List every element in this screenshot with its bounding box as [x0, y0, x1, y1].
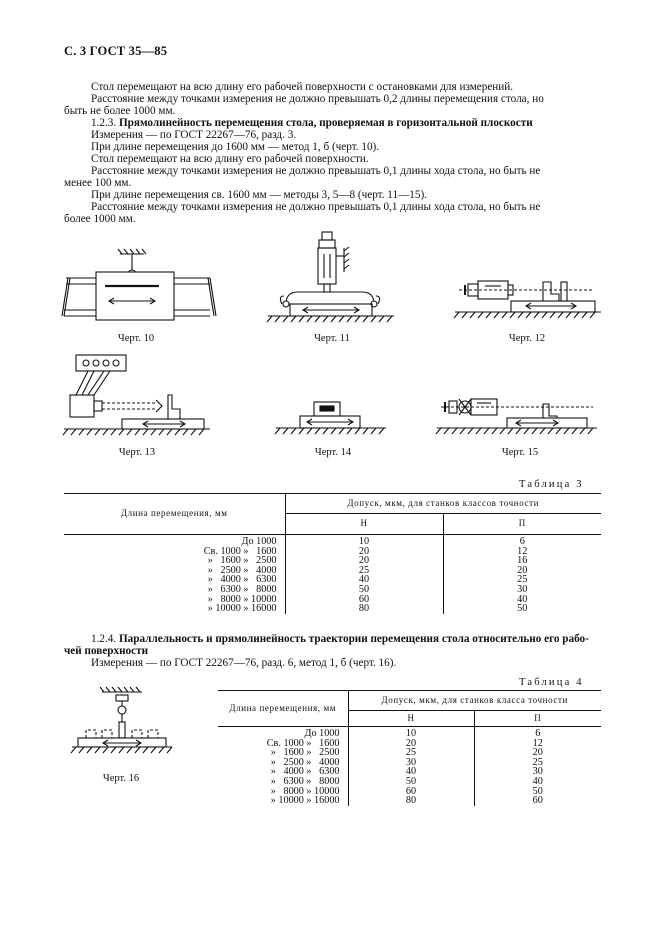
table-cell-len: » 1600 » 2500: [64, 556, 285, 566]
table-cell-p: 30: [517, 583, 528, 595]
table-cell-len: » 6300 » 8000: [218, 777, 348, 787]
table-cell-h: 80: [285, 604, 443, 614]
figure-10-caption: Черт. 10: [117, 333, 155, 344]
table-cell-h: 25: [285, 566, 443, 576]
table-cell-len: Св. 1000 » 1600: [218, 739, 348, 749]
table-cell-len: » 4000 » 6300: [218, 767, 348, 777]
section-number: 1.2.4.: [91, 633, 117, 645]
paragraph-7: При длине перемещения св. 1600 мм — методы 3, 5—8 (черт. 11—15).: [91, 189, 427, 201]
paragraph-4: При длине перемещения до 1600 мм — метод 1, б (черт. 10).: [91, 141, 380, 153]
table-4-caption: Таблица 4: [519, 677, 584, 688]
table-cell-h: 25: [348, 748, 474, 758]
section-1-2-3-heading: [91, 117, 533, 129]
table-cell-h: 40: [348, 767, 474, 777]
paragraph-2a: Расстояние между точками измерения не должно превышать 0,2 длины перемещения стола, но: [91, 93, 544, 105]
table-cell-p: 30: [532, 766, 543, 778]
figure-11-caption: Черт. 11: [314, 333, 350, 344]
figure-16-caption: Черт. 16: [102, 773, 140, 784]
table-row: [64, 535, 601, 547]
paragraph-1: Стол перемещают на всю длину его рабочей поверхности с остановками для измерений.: [91, 81, 514, 93]
table-cell-p: 16: [517, 555, 528, 567]
paragraph-5: Стол перемещают на всю длину его рабочей поверхности.: [91, 153, 369, 165]
paragraph-6a: Расстояние между точками измерения не должно превышать 0,1 длины хода стола, но быть не: [91, 165, 541, 177]
table-cell-len: До 1000: [64, 535, 285, 547]
figure-14-drawing: [276, 396, 388, 440]
table-3-header-length: Длина перемещения, мм: [64, 494, 285, 535]
table-cell-p: 20: [532, 747, 543, 759]
table-cell-p: 25: [532, 756, 543, 768]
table-cell-p: 12: [517, 545, 528, 557]
table-3-caption: Таблица 3: [519, 479, 584, 490]
table-3-header-tolerance: Допуск, мкм, для станков классов точности: [285, 494, 601, 514]
section-1-2-4-heading-cont: чей поверхности: [64, 645, 149, 657]
table-cell-len: » 4000 » 6300: [64, 575, 285, 585]
figure-11-drawing: [266, 226, 396, 326]
table-cell-len: » 8000 » 10000: [218, 787, 348, 797]
table-cell-p: 50: [532, 785, 543, 797]
table-cell-len: » 1600 » 2500: [218, 748, 348, 758]
table-4-header-class-h: Н: [348, 711, 474, 727]
table-cell-p: 60: [532, 795, 543, 807]
table-cell-p: 50: [517, 603, 528, 615]
table-cell-h: 10: [348, 727, 474, 739]
page-header: С. 3 ГОСТ 35—85: [64, 44, 168, 58]
table-cell-len: » 2500 » 4000: [218, 758, 348, 768]
table-4-header-class-p: П: [474, 711, 601, 727]
paragraph-8b: более 1000 мм.: [64, 213, 136, 225]
figure-12-drawing: [455, 272, 603, 324]
figure-15-drawing: [437, 388, 597, 440]
table-cell-p: 6: [535, 728, 541, 739]
table-3: [64, 493, 601, 614]
table-cell-p: 6: [519, 536, 525, 547]
figure-13-drawing: [64, 353, 210, 437]
table-3-header-class-p: П: [443, 514, 601, 535]
figure-13-caption: Черт. 13: [118, 447, 156, 458]
table-4-header-tolerance: Допуск, мкм, для станков класса точности: [348, 691, 601, 711]
table-cell-h: 50: [348, 777, 474, 787]
table-cell-h: 60: [285, 595, 443, 605]
paragraph-2b: быть не более 1000 мм.: [64, 105, 176, 117]
figure-14-caption: Черт. 14: [314, 447, 352, 458]
figure-12-caption: Черт. 12: [508, 333, 546, 344]
table-cell-p: 40: [517, 593, 528, 605]
table-cell-len: » 10000 » 16000: [64, 604, 285, 614]
table-row: [218, 727, 601, 739]
table-cell-h: 20: [348, 739, 474, 749]
section-title: Параллельность и прямолинейность траектории перемещения стола относительно его рабо-: [118, 633, 589, 645]
table-cell-h: 60: [348, 787, 474, 797]
table-3-header-class-h: Н: [285, 514, 443, 535]
paragraph-3: Измерения — по ГОСТ 22267—76, разд. 3.: [91, 129, 297, 141]
figure-15-caption: Черт. 15: [501, 447, 539, 458]
table-cell-h: 20: [285, 547, 443, 557]
table-cell-p: 12: [532, 737, 543, 749]
table-cell-len: До 1000: [218, 727, 348, 739]
table-cell-len: » 8000 » 10000: [64, 595, 285, 605]
table-row: [64, 604, 601, 614]
table-cell-h: 30: [348, 758, 474, 768]
table-cell-len: » 6300 » 8000: [64, 585, 285, 595]
table-cell-h: 20: [285, 556, 443, 566]
table-row: [218, 796, 601, 806]
table-cell-h: 50: [285, 585, 443, 595]
table-cell-p: 20: [517, 564, 528, 576]
paragraph-9: Измерения — по ГОСТ 22267—76, разд. 6, метод 1, б (черт. 16).: [91, 657, 397, 669]
table-cell-len: Св. 1000 » 1600: [64, 547, 285, 557]
section-title: Прямолинейность перемещения стола, проверяемая в горизонтальной плоскости: [118, 117, 533, 129]
table-4: [218, 690, 601, 806]
table-cell-h: 80: [348, 796, 474, 806]
table-cell-h: 10: [285, 535, 443, 547]
paragraph-6b: менее 100 мм.: [64, 177, 132, 189]
section-number: 1.2.3.: [91, 117, 117, 129]
table-4-header-length: Длина перемещения, мм: [218, 691, 348, 727]
table-cell-p: 40: [532, 775, 543, 787]
figure-10-drawing: [60, 248, 220, 326]
section-1-2-4-heading: [91, 633, 589, 645]
table-cell-len: » 10000 » 16000: [218, 796, 348, 806]
table-cell-len: » 2500 » 4000: [64, 566, 285, 576]
table-cell-p: 25: [517, 574, 528, 586]
figure-16-drawing: [72, 686, 172, 756]
paragraph-8a: Расстояние между точками измерения не должно превышать 0,1 длины хода стола, но быть не: [91, 201, 541, 213]
table-cell-h: 40: [285, 575, 443, 585]
